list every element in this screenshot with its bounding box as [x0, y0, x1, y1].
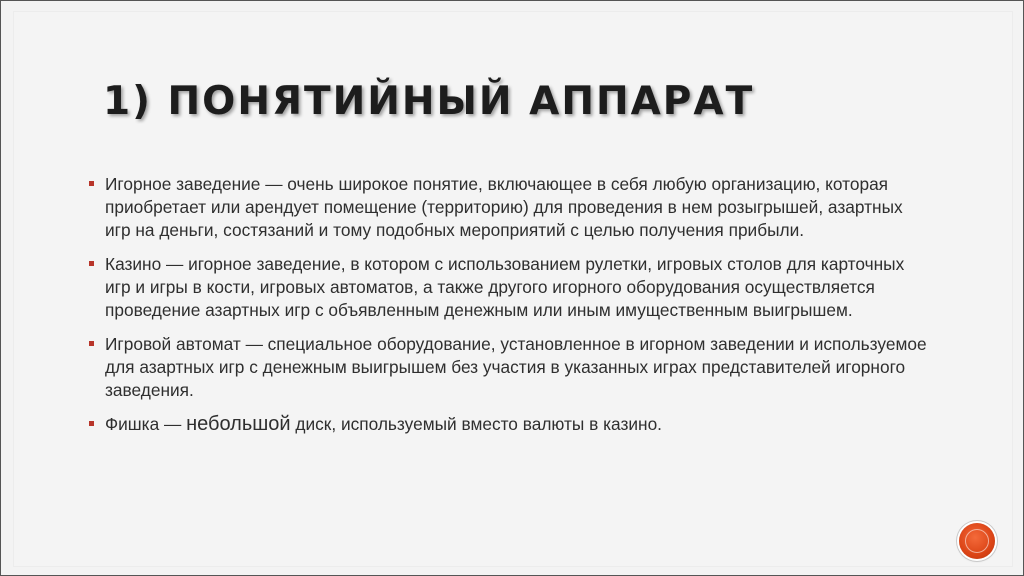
bullet-list — [87, 173, 927, 447]
bullet-text-start: Фишка — — [105, 414, 187, 434]
bullet-marker-icon — [89, 341, 94, 346]
bullet-text-end: диск, используемый вместо валюты в казино. — [290, 414, 662, 434]
bullet-marker-icon — [89, 181, 94, 186]
bullet-text: Казино — игорное заведение, в котором с использованием рулетки, игровых столов для карточных игр и игры в кости, игровых автоматов, а также другого игорного оборудования осуществляется проведение азартных игр с объявленным денежным или иным имущественным выигрышем. — [105, 254, 905, 320]
list-item — [87, 173, 927, 242]
bullet-marker-icon — [89, 261, 94, 266]
list-item — [87, 413, 927, 436]
circle-ring — [965, 529, 989, 553]
bullet-text: Игровой автомат — специальное оборудование, установленное в игорном заведении и используемое для азартных игр с денежным выигрышем без участия в указанных играх представителей игорного заведения. — [105, 334, 927, 400]
bullet-marker-icon — [89, 421, 94, 426]
bullet-text-emphasis: небольшой — [186, 413, 291, 435]
slide-title: 1) ПОНЯТИЙНЫЙ АППАРАТ — [103, 79, 755, 124]
bullet-text: Игорное заведение — очень широкое понятие, включающее в себя любую организацию, которая приобретает или арендует помещение (территорию) для проведения в нем розыгрышей, азартных игр на деньги, состязаний и тому подобных мероприятий с целью получения прибыли. — [105, 174, 903, 240]
list-item — [87, 253, 927, 322]
orange-circle-icon[interactable] — [959, 523, 995, 559]
list-item — [87, 333, 927, 402]
